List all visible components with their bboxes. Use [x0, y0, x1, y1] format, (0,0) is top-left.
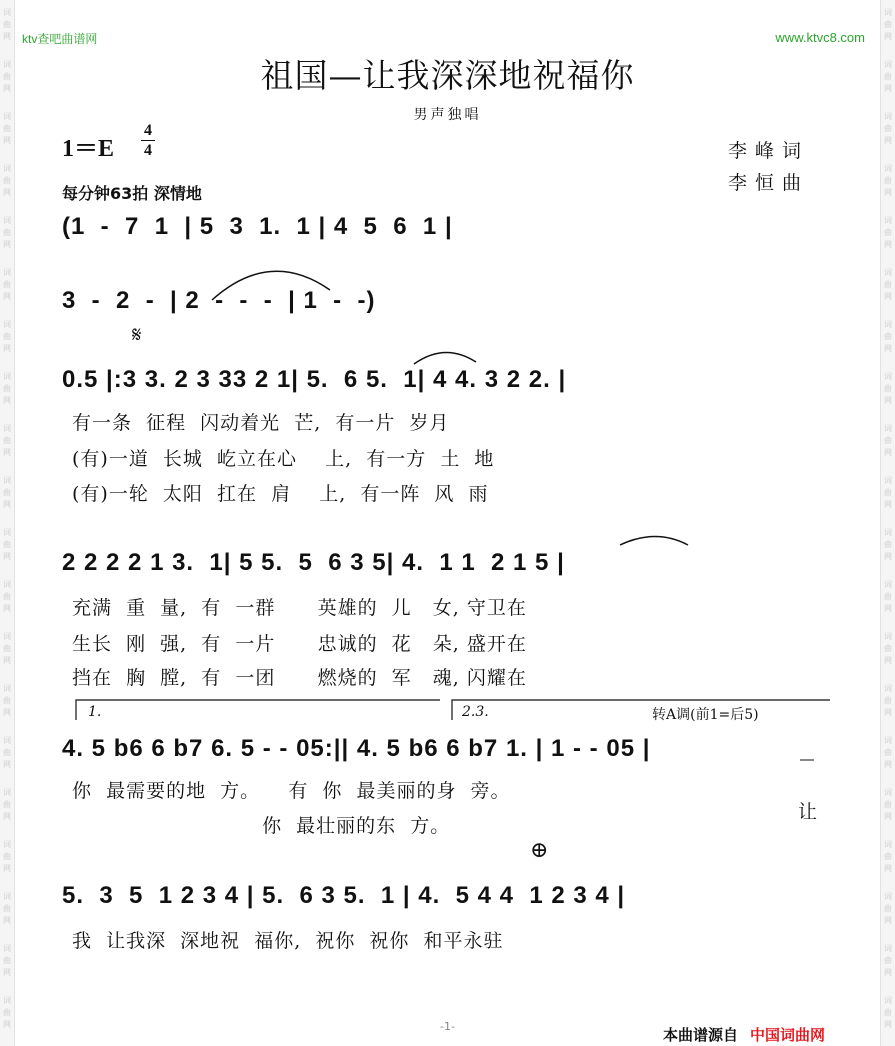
watermark-glyph: 词 — [884, 60, 892, 69]
slur-row-4 — [620, 537, 688, 546]
watermark-glyph: 网 — [3, 708, 11, 717]
lyric-row-5-verse-2: 你 最壮丽的东 方。 — [72, 815, 451, 837]
watermark-glyph: 网 — [884, 812, 892, 821]
watermark-glyph: 词 — [3, 476, 11, 485]
watermark-glyph: 词 — [884, 944, 892, 953]
watermark-glyph: 网 — [3, 240, 11, 249]
watermark-glyph: 曲 — [3, 384, 11, 393]
lyric-row-3-verse-3: (有)一轮 太阳 扛在 肩 上, 有一阵 风 雨 — [72, 483, 489, 505]
site-url-right[interactable]: www.ktvc8.com — [775, 30, 865, 45]
watermark-glyph: 词 — [884, 996, 892, 1005]
lyric-right-note: 让 — [798, 801, 819, 823]
watermark-glyph: 网 — [3, 448, 11, 457]
watermark-glyph: 网 — [3, 968, 11, 977]
watermark-glyph: 曲 — [3, 696, 11, 705]
watermark-glyph: 网 — [884, 84, 892, 93]
lyric-row-4-verse-2: 生长 刚 强, 有 一片 忠诚的 花 朵, 盛开在 — [72, 633, 527, 655]
watermark-glyph: 曲 — [3, 228, 11, 237]
watermark-glyph: 词 — [884, 892, 892, 901]
watermark-glyph: 词 — [884, 684, 892, 693]
footer-source — [663, 1024, 825, 1045]
watermark-glyph: 曲 — [3, 332, 11, 341]
watermark-glyph: 曲 — [3, 124, 11, 133]
watermark-glyph: 曲 — [884, 228, 892, 237]
slur-row-2 — [212, 271, 330, 300]
second-ending-label: 2.3. — [462, 704, 489, 720]
watermark-glyph: 曲 — [3, 904, 11, 913]
notation-row-4: 2 2 2 2 1 3. 1| 5 5. 5 6 3 5| 4. 1 1 2 1 5 | — [62, 549, 565, 576]
watermark-glyph: 网 — [3, 292, 11, 301]
watermark-glyph: 词 — [884, 788, 892, 797]
watermark-glyph: 词 — [3, 372, 11, 381]
time-bottom: 4 — [144, 142, 152, 159]
watermark-glyph: 词 — [884, 424, 892, 433]
watermark-glyph: 词 — [3, 892, 11, 901]
watermark-glyph: 网 — [884, 552, 892, 561]
watermark-glyph: 曲 — [3, 800, 11, 809]
watermark-glyph: 词 — [3, 216, 11, 225]
song-title: 祖国—让我深深地祝福你 — [260, 56, 635, 95]
watermark-glyph: 网 — [884, 916, 892, 925]
watermark-glyph: 网 — [3, 396, 11, 405]
watermark-glyph: 词 — [3, 840, 11, 849]
watermark-glyph: 曲 — [884, 696, 892, 705]
key-signature: 1＝E — [62, 136, 115, 162]
watermark-glyph: 曲 — [3, 280, 11, 289]
notation-row-1: (1 - 7 1 | 5 3 1. 1 | 4 5 6 1 | — [62, 213, 453, 240]
watermark-glyph: 曲 — [3, 644, 11, 653]
watermark-glyph: 曲 — [3, 1008, 11, 1017]
watermark-glyph: 词 — [884, 320, 892, 329]
watermark-glyph: 词 — [884, 8, 892, 17]
watermark-glyph: 曲 — [884, 852, 892, 861]
watermark-glyph: 词 — [884, 840, 892, 849]
watermark-glyph: 词 — [884, 268, 892, 277]
watermark-glyph: 网 — [884, 760, 892, 769]
watermark-glyph: 网 — [3, 84, 11, 93]
watermark-glyph: 网 — [884, 396, 892, 405]
source-site-link[interactable]: 中国词曲网 — [750, 1026, 826, 1044]
watermark-glyph: 词 — [3, 424, 11, 433]
source-text: 本曲谱源自 — [663, 1026, 739, 1044]
watermark-glyph: 曲 — [884, 748, 892, 757]
watermark-glyph: 词 — [884, 372, 892, 381]
watermark-glyph: 词 — [3, 528, 11, 537]
watermark-glyph: 词 — [3, 788, 11, 797]
watermark-glyph: 网 — [884, 864, 892, 873]
second-ending-bracket — [452, 700, 830, 720]
watermark-glyph: 曲 — [3, 176, 11, 185]
watermark-glyph: 网 — [884, 292, 892, 301]
watermark-glyph: 曲 — [884, 644, 892, 653]
watermark-glyph: 词 — [3, 684, 11, 693]
first-ending-bracket — [76, 700, 440, 720]
lyric-row-3-verse-1: 有一条 征程 闪动着光 芒, 有一片 岁月 — [72, 412, 450, 434]
watermark-glyph: 曲 — [884, 332, 892, 341]
watermark-glyph: 词 — [3, 60, 11, 69]
watermark-glyph: 网 — [884, 604, 892, 613]
watermark-glyph: 曲 — [884, 436, 892, 445]
watermark-glyph: 曲 — [884, 124, 892, 133]
watermark-glyph: 网 — [3, 552, 11, 561]
watermark-glyph: 曲 — [3, 436, 11, 445]
segno-sign: 𝄋 — [132, 323, 142, 348]
watermark-glyph: 曲 — [884, 1008, 892, 1017]
watermark-glyph: 网 — [884, 968, 892, 977]
watermark-glyph: 曲 — [884, 72, 892, 81]
site-name-left[interactable]: ktv查吧曲谱网 — [22, 32, 98, 46]
watermark-glyph: 网 — [3, 812, 11, 821]
tempo-marking: 每分钟63拍 深情地 — [62, 184, 202, 203]
watermark-glyph: 词 — [3, 632, 11, 641]
watermark-glyph: 网 — [3, 188, 11, 197]
watermark-glyph: 网 — [884, 32, 892, 41]
first-ending-label: 1. — [88, 704, 102, 720]
watermark-glyph: 曲 — [884, 540, 892, 549]
composer-credit: 李恒曲 — [728, 172, 810, 194]
watermark-glyph: 曲 — [884, 956, 892, 965]
watermark-glyph: 曲 — [884, 904, 892, 913]
page-number: -1- — [440, 1020, 455, 1033]
watermark-glyph: 词 — [3, 320, 11, 329]
watermark-glyph: 网 — [3, 344, 11, 353]
watermark-glyph: 网 — [884, 656, 892, 665]
watermark-glyph: 词 — [3, 268, 11, 277]
watermark-glyph: 网 — [3, 604, 11, 613]
modulation-note: 转A调(前1=后5) — [652, 707, 759, 723]
watermark-glyph: 曲 — [884, 20, 892, 29]
time-top: 4 — [144, 122, 152, 139]
watermark-glyph: 曲 — [3, 852, 11, 861]
watermark-glyph: 曲 — [3, 956, 11, 965]
watermark-glyph: 词 — [3, 944, 11, 953]
notation-row-2: 3 - 2 - | 2 - - - | 1 - -) — [62, 287, 376, 314]
watermark-glyph: 词 — [884, 112, 892, 121]
watermark-glyph: 曲 — [884, 488, 892, 497]
watermark-glyph: 网 — [884, 708, 892, 717]
watermark-glyph: 网 — [884, 136, 892, 145]
watermark-glyph: 曲 — [884, 280, 892, 289]
lyric-row-5-verse-1: 你 最需要的地 方。 有 你 最美丽的身 旁。 — [72, 780, 511, 802]
watermark-glyph: 词 — [3, 164, 11, 173]
slur-row-3 — [414, 352, 476, 364]
watermark-glyph: 网 — [3, 656, 11, 665]
watermark-glyph: 词 — [884, 736, 892, 745]
watermark-glyph: 词 — [884, 216, 892, 225]
watermark-glyph: 网 — [884, 188, 892, 197]
watermark-glyph: 网 — [3, 32, 11, 41]
watermark-glyph: 词 — [3, 736, 11, 745]
lyric-row-6-verse-1: 我 让我深 深地祝 福你, 祝你 祝你 和平永驻 — [72, 930, 504, 952]
watermark-glyph: 词 — [884, 580, 892, 589]
lyricist-credit: 李峰词 — [728, 140, 810, 162]
watermark-glyph: 曲 — [884, 384, 892, 393]
watermark-glyph: 网 — [884, 448, 892, 457]
watermark-glyph: 曲 — [884, 592, 892, 601]
watermark-glyph: 词 — [3, 996, 11, 1005]
watermark-glyph: 网 — [3, 500, 11, 509]
watermark-glyph: 网 — [884, 240, 892, 249]
watermark-glyph: 曲 — [884, 176, 892, 185]
watermark-glyph: 网 — [3, 916, 11, 925]
notation-row-5: 4. 5 b6 6 b7 6. 5 - - 05:|| 4. 5 b6 6 b7 1. | 1 - - 05 | — [62, 735, 651, 762]
watermark-glyph: 曲 — [3, 748, 11, 757]
watermark-glyph: 网 — [884, 500, 892, 509]
watermark-glyph: 曲 — [884, 800, 892, 809]
watermark-glyph: 网 — [884, 344, 892, 353]
notation-row-3: 0.5 |:3 3. 2 3 33 2 1| 5. 6 5. 1| 4 4. 3 2 2. | — [62, 366, 567, 393]
watermark-glyph: 曲 — [3, 72, 11, 81]
watermark-glyph: 词 — [3, 112, 11, 121]
watermark-glyph: 网 — [3, 864, 11, 873]
watermark-glyph: 词 — [3, 580, 11, 589]
watermark-glyph: 网 — [3, 136, 11, 145]
lyric-row-4-verse-1: 充满 重 量, 有 一群 英雄的 儿 女, 守卫在 — [72, 597, 527, 619]
lyric-row-3-verse-2: (有)一道 长城 屹立在心 上, 有一方 土 地 — [72, 448, 495, 470]
watermark-glyph: 曲 — [3, 540, 11, 549]
lyric-row-4-verse-3: 挡在 胸 膛, 有 一团 燃烧的 军 魂, 闪耀在 — [72, 667, 527, 689]
notation-row-6: 5. 3 5 1 2 3 4 | 5. 6 3 5. 1 | 4. 5 4 4 1 2 3 4 | — [62, 882, 626, 909]
watermark-glyph: 网 — [884, 1020, 892, 1029]
watermark-glyph: 网 — [3, 760, 11, 769]
watermark-glyph: 词 — [3, 8, 11, 17]
watermark-glyph: 词 — [884, 164, 892, 173]
watermark-glyph: 词 — [884, 528, 892, 537]
watermark-glyph: 词 — [884, 632, 892, 641]
song-subtitle: 男声独唱 — [413, 107, 482, 123]
watermark-glyph: 词 — [884, 476, 892, 485]
watermark-glyph: 曲 — [3, 20, 11, 29]
watermark-glyph: 网 — [3, 1020, 11, 1029]
watermark-glyph: 曲 — [3, 592, 11, 601]
coda-sign: ⊕ — [530, 838, 549, 863]
watermark-glyph: 曲 — [3, 488, 11, 497]
